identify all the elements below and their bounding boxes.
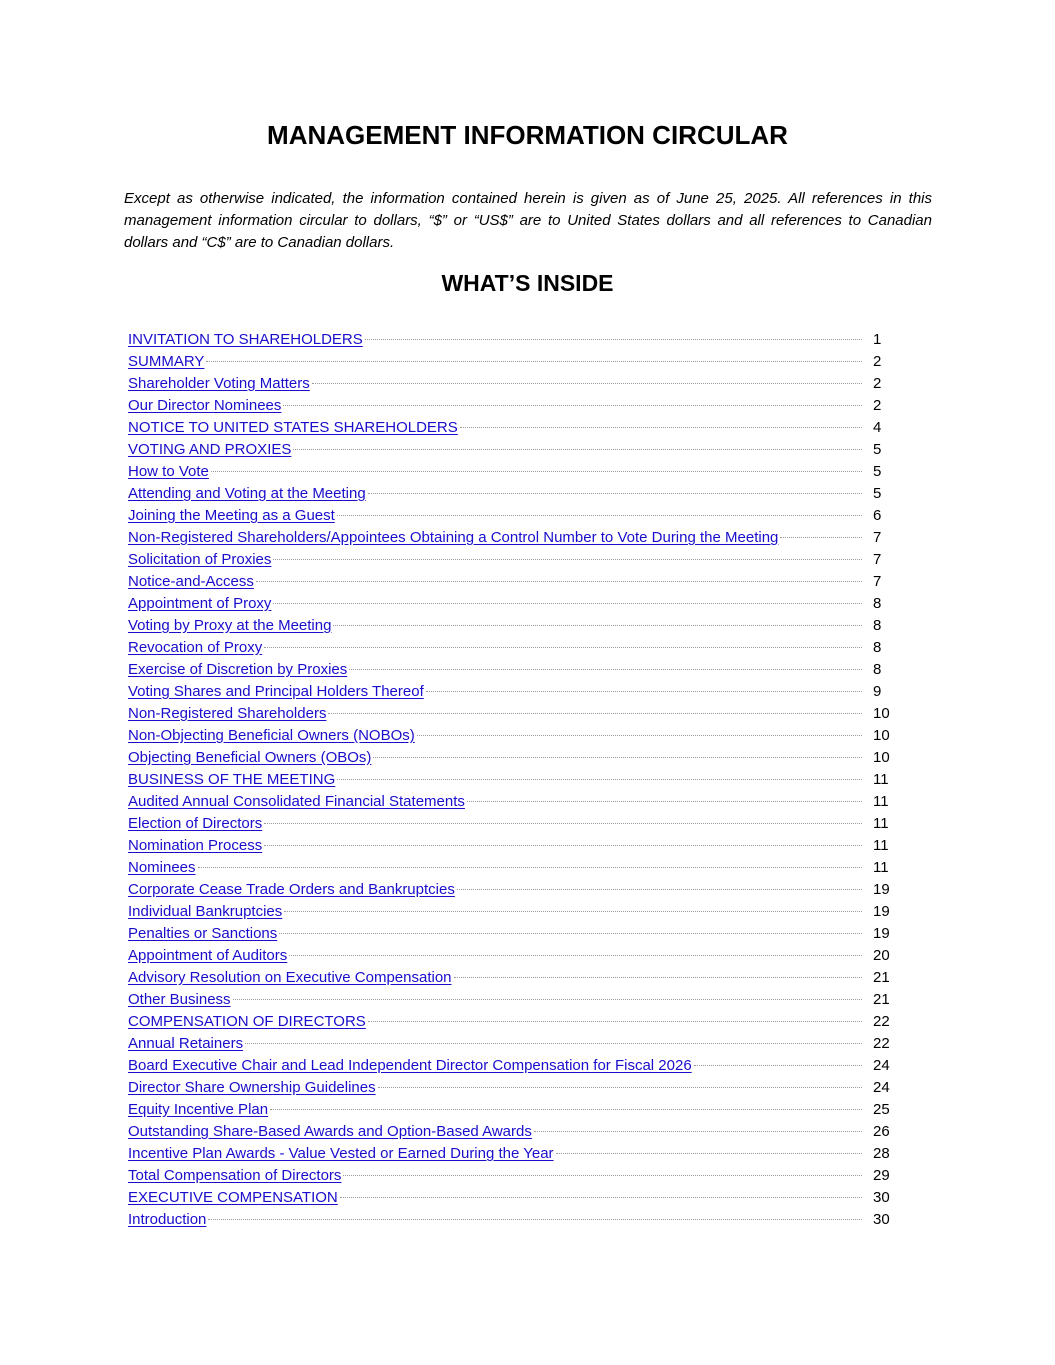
toc-page-number: 30 [873, 1211, 890, 1228]
toc-dot-leader [365, 339, 862, 340]
toc-page-number: 22 [873, 1013, 890, 1030]
toc-page-number: 11 [873, 859, 889, 876]
toc-dot-leader [233, 999, 862, 1000]
toc-entry-link[interactable]: Appointment of Proxy [128, 595, 272, 612]
toc-entry [128, 351, 908, 373]
toc-entry-link[interactable]: Shareholder Voting Matters [128, 375, 310, 392]
toc-dot-leader [211, 471, 862, 472]
toc-entry [128, 901, 908, 923]
toc-dot-leader [245, 1043, 862, 1044]
toc-dot-leader [264, 845, 862, 846]
toc-entry [128, 549, 908, 571]
table-of-contents [128, 329, 908, 1231]
toc-entry [128, 1011, 908, 1033]
toc-entry [128, 923, 908, 945]
toc-entry [128, 1143, 908, 1165]
toc-dot-leader [264, 647, 862, 648]
toc-entry [128, 395, 908, 417]
toc-page-number: 24 [873, 1057, 890, 1074]
toc-page-number: 30 [873, 1189, 890, 1206]
toc-page-number: 28 [873, 1145, 890, 1162]
toc-entry [128, 483, 908, 505]
toc-page-number: 1 [873, 331, 882, 348]
toc-page-number: 8 [873, 639, 882, 656]
toc-page-number: 4 [873, 419, 882, 436]
toc-entry-link[interactable]: Total Compensation of Directors [128, 1167, 342, 1184]
toc-entry [128, 593, 908, 615]
toc-entry-link[interactable]: Incentive Plan Awards - Value Vested or Earned During the Year [128, 1145, 554, 1162]
toc-page-number: 5 [873, 485, 882, 502]
toc-dot-leader [208, 1219, 862, 1220]
toc-entry [128, 703, 908, 725]
toc-entry-link[interactable]: How to Vote [128, 463, 209, 480]
toc-entry-link[interactable]: INVITATION TO SHAREHOLDERS [128, 331, 363, 348]
toc-entry-link[interactable]: Election of Directors [128, 815, 263, 832]
toc-page-number: 2 [873, 375, 882, 392]
toc-entry-link[interactable]: Appointment of Auditors [128, 947, 288, 964]
toc-dot-leader [460, 427, 862, 428]
toc-entry-link[interactable]: Revocation of Proxy [128, 639, 263, 656]
page-title: MANAGEMENT INFORMATION CIRCULAR [267, 120, 788, 150]
toc-entry-link[interactable]: Objecting Beneficial Owners (OBOs) [128, 749, 372, 766]
toc-entry-link[interactable]: Corporate Cease Trade Orders and Bankruptcies [128, 881, 455, 898]
toc-page-number: 19 [873, 881, 890, 898]
toc-entry-link[interactable]: Voting by Proxy at the Meeting [128, 617, 332, 634]
toc-entry [128, 813, 908, 835]
toc-dot-leader [417, 735, 862, 736]
toc-entry [128, 725, 908, 747]
toc-entry-link[interactable]: Board Executive Chair and Lead Independent Director Compensation for Fiscal 2026 [128, 1057, 692, 1074]
toc-entry-link[interactable]: Introduction [128, 1211, 207, 1228]
toc-entry [128, 1099, 908, 1121]
toc-dot-leader [534, 1131, 862, 1132]
toc-page-number: 8 [873, 595, 882, 612]
toc-dot-leader [467, 801, 862, 802]
toc-dot-leader [284, 911, 862, 912]
toc-page-number: 2 [873, 353, 882, 370]
toc-page-number: 10 [873, 705, 890, 722]
toc-dot-leader [198, 867, 862, 868]
toc-page-number: 11 [873, 771, 889, 788]
toc-entry-link[interactable]: Solicitation of Proxies [128, 551, 272, 568]
toc-dot-leader [270, 1109, 862, 1110]
toc-entry-link[interactable]: Joining the Meeting as a Guest [128, 507, 335, 524]
toc-entry-link[interactable]: NOTICE TO UNITED STATES SHAREHOLDERS [128, 419, 458, 436]
intro-paragraph: Except as otherwise indicated, the information contained herein is given as of June 25, 2025. All references in this management information circular to dollars, “$” or “US$” are to United States dollars and all references to Canadian dollars and “C$” are to Canadian dollars. [124, 190, 932, 251]
toc-page-number: 24 [873, 1079, 890, 1096]
toc-page-number: 26 [873, 1123, 890, 1140]
toc-heading: WHAT’S INSIDE [441, 270, 614, 296]
toc-dot-leader [337, 779, 862, 780]
toc-page-number: 25 [873, 1101, 890, 1118]
toc-dot-leader [283, 405, 862, 406]
toc-dot-leader [343, 1175, 862, 1176]
toc-page-number: 22 [873, 1035, 890, 1052]
toc-dot-leader [454, 977, 862, 978]
toc-entry-link[interactable]: Voting Shares and Principal Holders Thereof [128, 683, 424, 700]
toc-page-number: 10 [873, 749, 890, 766]
toc-entry [128, 1187, 908, 1209]
toc-dot-leader [368, 1021, 862, 1022]
toc-entry [128, 417, 908, 439]
toc-dot-leader [694, 1065, 862, 1066]
toc-page-number: 5 [873, 463, 882, 480]
toc-dot-leader [206, 361, 862, 362]
toc-entry [128, 571, 908, 593]
toc-entry-link[interactable]: BUSINESS OF THE MEETING [128, 771, 336, 788]
toc-entry [128, 637, 908, 659]
toc-entry [128, 945, 908, 967]
toc-dot-leader [368, 493, 862, 494]
toc-page-number: 7 [873, 551, 882, 568]
toc-entry [128, 527, 908, 549]
toc-entry [128, 879, 908, 901]
toc-page-number: 20 [873, 947, 890, 964]
toc-page-number: 29 [873, 1167, 890, 1184]
toc-page-number: 7 [873, 573, 882, 590]
toc-page-number: 21 [873, 991, 890, 1008]
toc-entry [128, 967, 908, 989]
toc-dot-leader [340, 1197, 862, 1198]
toc-entry [128, 1121, 908, 1143]
toc-entry-link[interactable]: SUMMARY [128, 353, 205, 370]
toc-entry [128, 1055, 908, 1077]
toc-entry-link[interactable]: VOTING AND PROXIES [128, 441, 292, 458]
toc-entry-link[interactable]: Nomination Process [128, 837, 263, 854]
toc-page-number: 8 [873, 617, 882, 634]
toc-entry-link[interactable]: Non-Registered Shareholders/Appointees Obtaining a Control Number to Vote During the Meeting [128, 529, 779, 546]
toc-dot-leader [780, 537, 862, 538]
toc-page-number: 10 [873, 727, 890, 744]
toc-dot-leader [333, 625, 862, 626]
toc-entry-link[interactable]: Our Director Nominees [128, 397, 282, 414]
toc-entry [128, 439, 908, 461]
toc-entry [128, 747, 908, 769]
toc-entry-link[interactable]: Penalties or Sanctions [128, 925, 278, 942]
toc-dot-leader [289, 955, 862, 956]
toc-entry-link[interactable]: Annual Retainers [128, 1035, 244, 1052]
toc-entry [128, 1165, 908, 1187]
toc-page-number: 11 [873, 837, 889, 854]
toc-entry [128, 835, 908, 857]
toc-page-number: 11 [873, 815, 889, 832]
toc-entry-link[interactable]: Attending and Voting at the Meeting [128, 485, 366, 502]
toc-page-number: 2 [873, 397, 882, 414]
toc-entry-link[interactable]: Nominees [128, 859, 196, 876]
toc-page-number: 8 [873, 661, 882, 678]
toc-entry-link[interactable]: Non-Registered Shareholders [128, 705, 327, 722]
toc-dot-leader [378, 1087, 862, 1088]
toc-entry [128, 1077, 908, 1099]
toc-entry-link[interactable]: Outstanding Share-Based Awards and Option-Based Awards [128, 1123, 532, 1140]
toc-entry [128, 989, 908, 1011]
toc-entry [128, 373, 908, 395]
toc-page-number: 19 [873, 903, 890, 920]
toc-entry-link[interactable]: Non-Objecting Beneficial Owners (NOBOs) [128, 727, 415, 744]
toc-entry [128, 681, 908, 703]
toc-entry [128, 505, 908, 527]
toc-page-number: 9 [873, 683, 882, 700]
toc-entry [128, 1209, 908, 1231]
toc-dot-leader [273, 559, 862, 560]
toc-entry-link[interactable]: Audited Annual Consolidated Financial Statements [128, 793, 465, 810]
toc-entry-link[interactable]: Director Share Ownership Guidelines [128, 1079, 376, 1096]
toc-page-number: 21 [873, 969, 890, 986]
toc-page-number: 11 [873, 793, 889, 810]
toc-entry-link[interactable]: Notice-and-Access [128, 573, 254, 590]
toc-dot-leader [457, 889, 862, 890]
toc-entry [128, 791, 908, 813]
toc-entry [128, 659, 908, 681]
toc-entry [128, 461, 908, 483]
toc-entry [128, 1033, 908, 1055]
toc-entry-link[interactable]: EXECUTIVE COMPENSATION [128, 1189, 338, 1206]
toc-dot-leader [293, 449, 862, 450]
toc-entry [128, 857, 908, 879]
toc-dot-leader [312, 383, 862, 384]
toc-dot-leader [337, 515, 862, 516]
toc-dot-leader [264, 823, 862, 824]
toc-entry [128, 769, 908, 791]
toc-entry-link[interactable]: COMPENSATION OF DIRECTORS [128, 1013, 366, 1030]
toc-dot-leader [426, 691, 862, 692]
toc-entry [128, 615, 908, 637]
toc-dot-leader [556, 1153, 862, 1154]
toc-entry-link[interactable]: Individual Bankruptcies [128, 903, 283, 920]
toc-dot-leader [328, 713, 862, 714]
toc-entry [128, 329, 908, 351]
toc-dot-leader [349, 669, 862, 670]
toc-page-number: 6 [873, 507, 882, 524]
toc-entry-link[interactable]: Equity Incentive Plan [128, 1101, 269, 1118]
toc-page-number: 5 [873, 441, 882, 458]
toc-dot-leader [273, 603, 862, 604]
toc-entry-link[interactable]: Advisory Resolution on Executive Compensation [128, 969, 452, 986]
toc-entry-link[interactable]: Other Business [128, 991, 231, 1008]
toc-entry-link[interactable]: Exercise of Discretion by Proxies [128, 661, 348, 678]
toc-dot-leader [373, 757, 862, 758]
toc-dot-leader [256, 581, 862, 582]
toc-dot-leader [279, 933, 862, 934]
toc-page-number: 19 [873, 925, 890, 942]
toc-page-number: 7 [873, 529, 882, 546]
